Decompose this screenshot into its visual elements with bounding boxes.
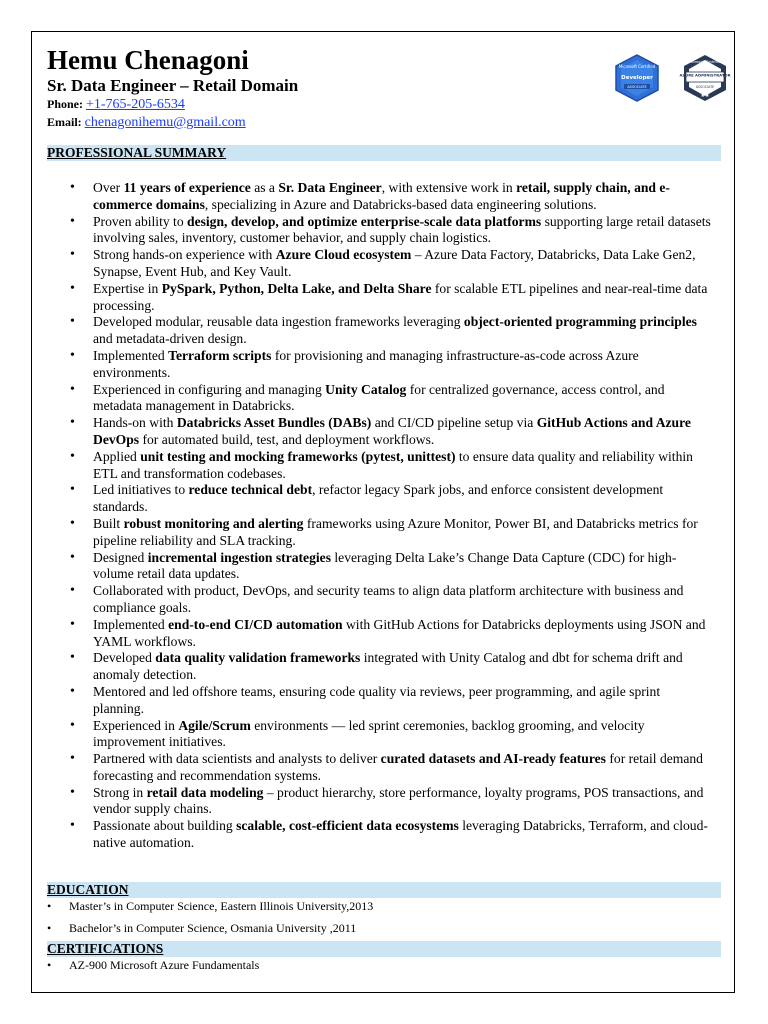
summary-item: • Led initiatives to reduce technical debt, refactor legacy Spark jobs, and enforce consistent development standards. <box>70 482 664 515</box>
summary-item: • Built robust monitoring and alerting frameworks using Azure Monitor, Power BI, and Databricks metrics for pipeline reliability and SLA tracking. <box>70 515 698 548</box>
bullet: • <box>70 683 75 699</box>
email-link[interactable]: chenagonihemu@gmail.com <box>84 115 246 130</box>
summary-item: • Experienced in Agile/Scrum environments — led sprint ceremonies, backlog grooming, and velocity improvement initiatives. <box>70 717 645 750</box>
summary-item: • Implemented Terraform scripts for provisioning and managing infrastructure-as-code across Azure environments. <box>70 347 639 380</box>
summary-highlight: unit testing and mocking frameworks (pytest, unittest) <box>140 448 456 464</box>
summary-item: • Implemented end-to-end CI/CD automation with GitHub Actions for Databricks deployments using JSON and YAML workflows. <box>70 616 706 649</box>
education-item <box>47 899 373 913</box>
certification-text: AZ-900 Microsoft Azure Fundamentals <box>69 958 260 972</box>
bullet: • <box>70 515 75 531</box>
bullet: • <box>70 213 75 229</box>
bullet: • <box>70 583 75 599</box>
bullet: • <box>70 448 75 464</box>
summary-highlight: design, develop, and optimize enterprise-scale data platforms <box>187 213 542 229</box>
summary-item: • Strong hands-on experience with Azure Cloud ecosystem – Azure Data Factory, Databricks, Data Lake Gen2, Synapse, Event Hub, and Key Vault. <box>70 247 696 279</box>
bullet: • <box>47 921 52 935</box>
bullet: • <box>70 482 75 498</box>
summary-highlight: Terraform scripts <box>168 347 272 363</box>
summary-item: • Mentored and led offshore teams, ensuring code quality via reviews, peer programming, and agile sprint planning. <box>70 683 661 716</box>
bullet: • <box>70 280 75 296</box>
summary-highlight: Sr. Data Engineer <box>278 180 382 195</box>
badge2-main-text: AZURE ADMINISTRATOR <box>679 72 731 78</box>
summary-item: • Designed incremental ingestion strategies leveraging Delta Lake’s Change Data Capture (CDC) for high-volume retail data updates. <box>70 549 677 582</box>
summary-item: • Developed modular, reusable data ingestion frameworks leveraging object-oriented programming principles and metadata-driven design. <box>70 314 697 347</box>
summary-highlight: Unity Catalog <box>325 381 407 397</box>
summary-highlight: retail, supply chain, and e-commerce domains <box>93 180 670 212</box>
badge2-stars-icon: ★★ <box>700 93 710 99</box>
candidate-name: Hemu Chenagoni <box>47 45 249 75</box>
summary-item: • Experienced in configuring and managing Unity Catalog for centralized governance, access control, and metadata management in Databricks. <box>70 381 665 414</box>
summary-highlight: scalable, cost-efficient data ecosystems <box>236 818 459 834</box>
summary-item: • Developed data quality validation frameworks integrated with Unity Catalog and dbt for schema drift and anomaly detection. <box>70 650 683 683</box>
bullet: • <box>70 650 75 666</box>
summary-item: • Hands-on with Databricks Asset Bundles (DABs) and CI/CD pipeline setup via GitHub Actions and Azure DevOps for automated build, test, and deployment workflows. <box>70 415 691 447</box>
bullet: • <box>47 958 52 972</box>
bullet: • <box>70 415 75 431</box>
education-text: Bachelor’s in Computer Science, Osmania University ,2011 <box>69 921 357 935</box>
bullet: • <box>70 247 75 263</box>
summary-item: • Proven ability to design, develop, and optimize enterprise-scale data platforms supporting large retail datasets involving sales, inventory, customer behavior, and supply chain logistics. <box>70 213 711 246</box>
summary-highlight: GitHub Actions and Azure DevOps <box>93 415 691 447</box>
certifications-heading: CERTIFICATIONS <box>47 941 721 957</box>
phone-line <box>47 96 185 113</box>
bullet: • <box>70 784 75 800</box>
bullet: • <box>70 751 75 767</box>
education-item <box>47 921 356 935</box>
education-heading: EDUCATION <box>47 882 721 898</box>
professional-summary-heading: PROFESSIONAL SUMMARY <box>47 145 721 161</box>
badge2-bottom-text: ASSOCIATE <box>695 85 715 89</box>
summary-item: • Partnered with data scientists and analysts to deliver curated datasets and AI-ready features for retail demand forecasting and recommendation systems. <box>70 751 703 783</box>
email-line <box>47 114 246 131</box>
resume-page <box>31 31 735 993</box>
phone-link[interactable]: +1-765-205-6534 <box>86 97 185 112</box>
bullet: • <box>70 717 75 733</box>
summary-highlight: data quality validation frameworks <box>155 650 361 666</box>
candidate-title: Sr. Data Engineer – Retail Domain <box>47 76 299 95</box>
summary-item: • Collaborated with product, DevOps, and security teams to align data platform architecture with business and compliance goals. <box>70 583 684 615</box>
summary-highlight: robust monitoring and alerting <box>123 515 304 531</box>
summary-highlight: end-to-end CI/CD automation <box>168 616 343 632</box>
bullet: • <box>70 180 75 195</box>
microsoft-certified-developer-associate-badge <box>614 54 660 102</box>
bullet: • <box>47 899 52 913</box>
badge1-bottom-text: ASSOCIATE <box>627 85 647 89</box>
bullet: • <box>70 381 75 397</box>
summary-list <box>70 180 713 852</box>
education-list-2 <box>47 921 356 935</box>
summary-highlight: Azure Cloud ecosystem <box>275 247 412 263</box>
summary-highlight: Agile/Scrum <box>178 717 251 733</box>
summary-item: • Expertise in PySpark, Python, Delta Lake, and Delta Share for scalable ETL pipelines and near-real-time data processing. <box>70 280 708 313</box>
summary-highlight: 11 years of experience <box>123 180 251 195</box>
phone-label: Phone: <box>47 97 83 111</box>
summary-item: • Over 11 years of experience as a Sr. Data Engineer, with extensive work in retail, supply chain, and e-commerce domains, specializing in Azure and Databricks-based data engineering solutions. <box>70 180 670 212</box>
certifications-list <box>47 958 259 972</box>
microsoft-certified-azure-administrator-badge <box>679 54 731 104</box>
badge1-main-text: Developer <box>621 75 653 81</box>
bullet: • <box>70 818 75 834</box>
summary-highlight: incremental ingestion strategies <box>147 549 331 565</box>
summary-highlight: retail data modeling <box>146 784 264 800</box>
bullet: • <box>70 549 75 565</box>
badge2-top-text: Microsoft Certified <box>688 60 722 64</box>
summary-item: • Strong in retail data modeling – product hierarchy, store performance, loyalty programs, POS transactions, and vendor supply chains. <box>70 784 704 817</box>
bullet: • <box>70 314 75 330</box>
certification-item <box>47 958 259 972</box>
summary-item: • Passionate about building scalable, cost-efficient data ecosystems leveraging Databricks, Terraform, and cloud-native automation. <box>70 818 708 851</box>
summary-highlight: Databricks Asset Bundles (DABs) <box>176 415 372 431</box>
summary-highlight: reduce technical debt <box>188 482 313 498</box>
summary-highlight: object-oriented programming principles <box>463 314 697 330</box>
bullet: • <box>70 616 75 632</box>
badge1-top-text: Microsoft Certified <box>618 64 656 69</box>
education-list <box>47 899 373 913</box>
bullet: • <box>70 347 75 363</box>
summary-item: • Applied unit testing and mocking frameworks (pytest, unittest) to ensure data quality and reliability within ETL and transformation codebases. <box>70 448 693 481</box>
summary-highlight: curated datasets and AI-ready features <box>380 751 606 767</box>
summary-highlight: PySpark, Python, Delta Lake, and Delta Share <box>161 280 432 296</box>
education-text: Master’s in Computer Science, Eastern Illinois University,2013 <box>69 899 374 913</box>
email-label: Email: <box>47 115 82 129</box>
